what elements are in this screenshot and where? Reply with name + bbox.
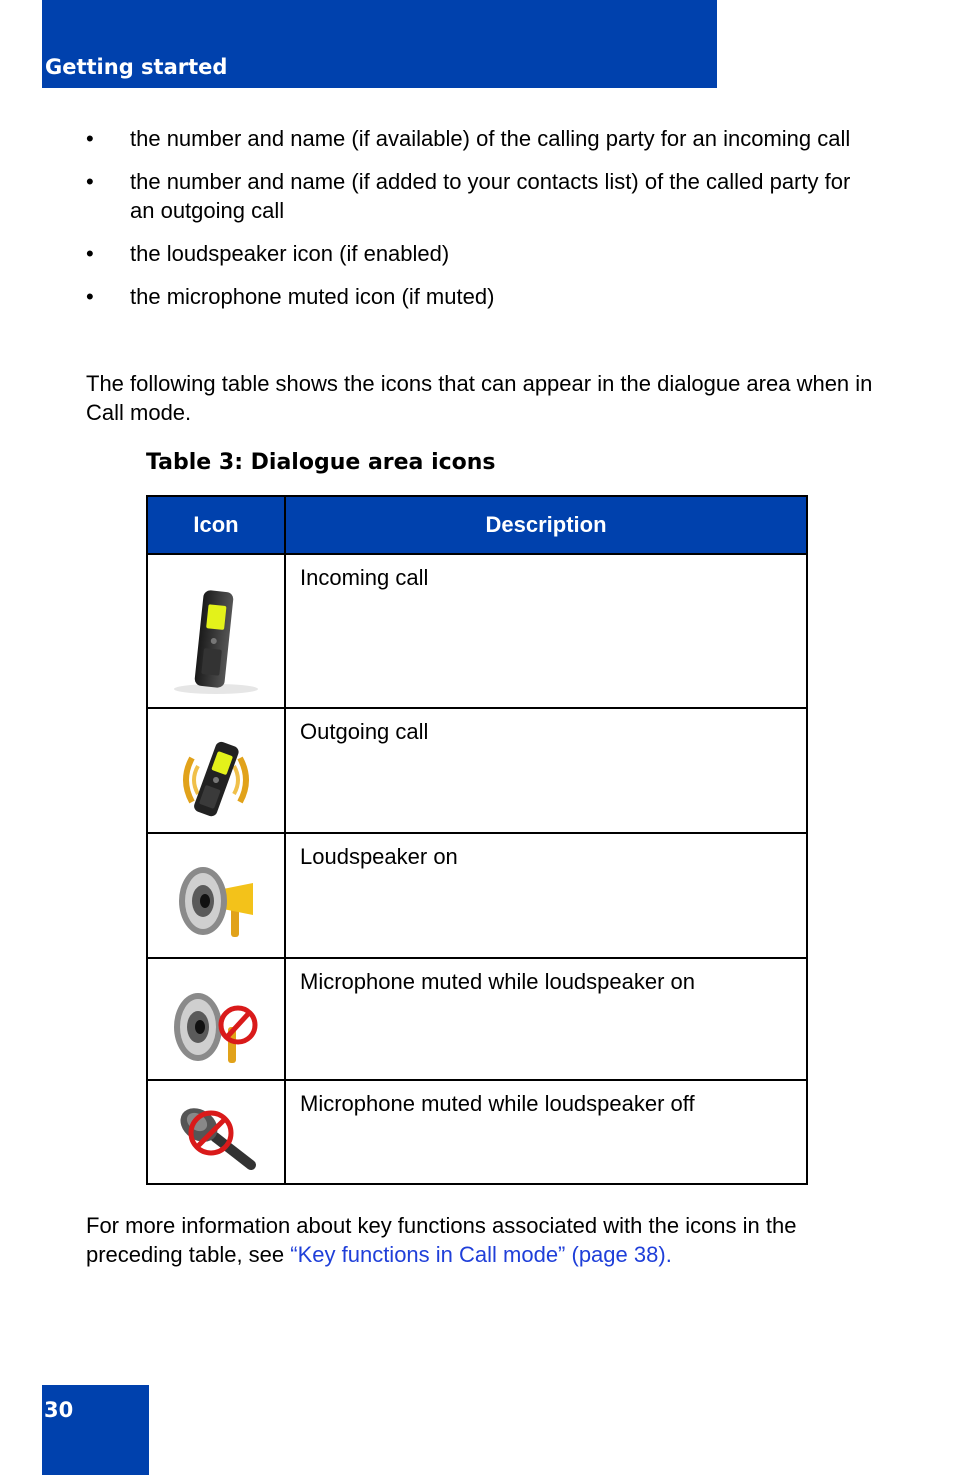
bullet-icon: • — [86, 241, 94, 266]
dialogue-icons-table — [146, 495, 808, 1185]
column-header-icon: Icon — [147, 496, 285, 554]
row-description: Incoming call — [285, 554, 807, 708]
loudspeaker-muted-mic-icon — [170, 987, 262, 1067]
table-row — [147, 1080, 807, 1184]
section-title: Getting started — [45, 55, 228, 79]
table-row — [147, 833, 807, 958]
footer-paragraph: For more information about key functions associated with the icons in the preceding table, see “Key functions in Call mode” (page 38). — [86, 1213, 797, 1267]
intro-paragraph: The following table shows the icons that can appear in the dialogue area when in Call mode. — [86, 371, 873, 425]
table-row — [147, 554, 807, 708]
list-item: • the number and name (if added to your contacts list) of the called party for an outgoing call — [86, 169, 851, 223]
row-description: Loudspeaker on — [285, 833, 807, 958]
ringing-handset-icon — [176, 738, 256, 820]
bullet-list — [86, 124, 876, 325]
handset-icon — [161, 583, 271, 695]
table-row — [147, 958, 807, 1080]
row-description: Outgoing call — [285, 708, 807, 833]
row-description: Microphone muted while loudspeaker on — [285, 958, 807, 1080]
bullet-icon: • — [86, 126, 94, 151]
muted-mic-icon — [171, 1103, 261, 1171]
loudspeaker-icon — [173, 863, 259, 945]
bullet-icon: • — [86, 169, 94, 194]
column-header-description: Description — [285, 496, 807, 554]
row-description: Microphone muted while loudspeaker off — [285, 1080, 807, 1184]
list-item: • the loudspeaker icon (if enabled) — [86, 241, 450, 266]
table-caption: Table 3: Dialogue area icons — [146, 450, 496, 475]
list-item: • the microphone muted icon (if muted) — [86, 284, 495, 309]
list-item: • the number and name (if available) of the calling party for an incoming call — [86, 126, 851, 151]
key-functions-link[interactable]: “Key functions in Call mode” (page 38) — [290, 1242, 666, 1267]
bullet-icon: • — [86, 284, 94, 309]
table-row — [147, 708, 807, 833]
page-number: 30 — [44, 1398, 74, 1422]
